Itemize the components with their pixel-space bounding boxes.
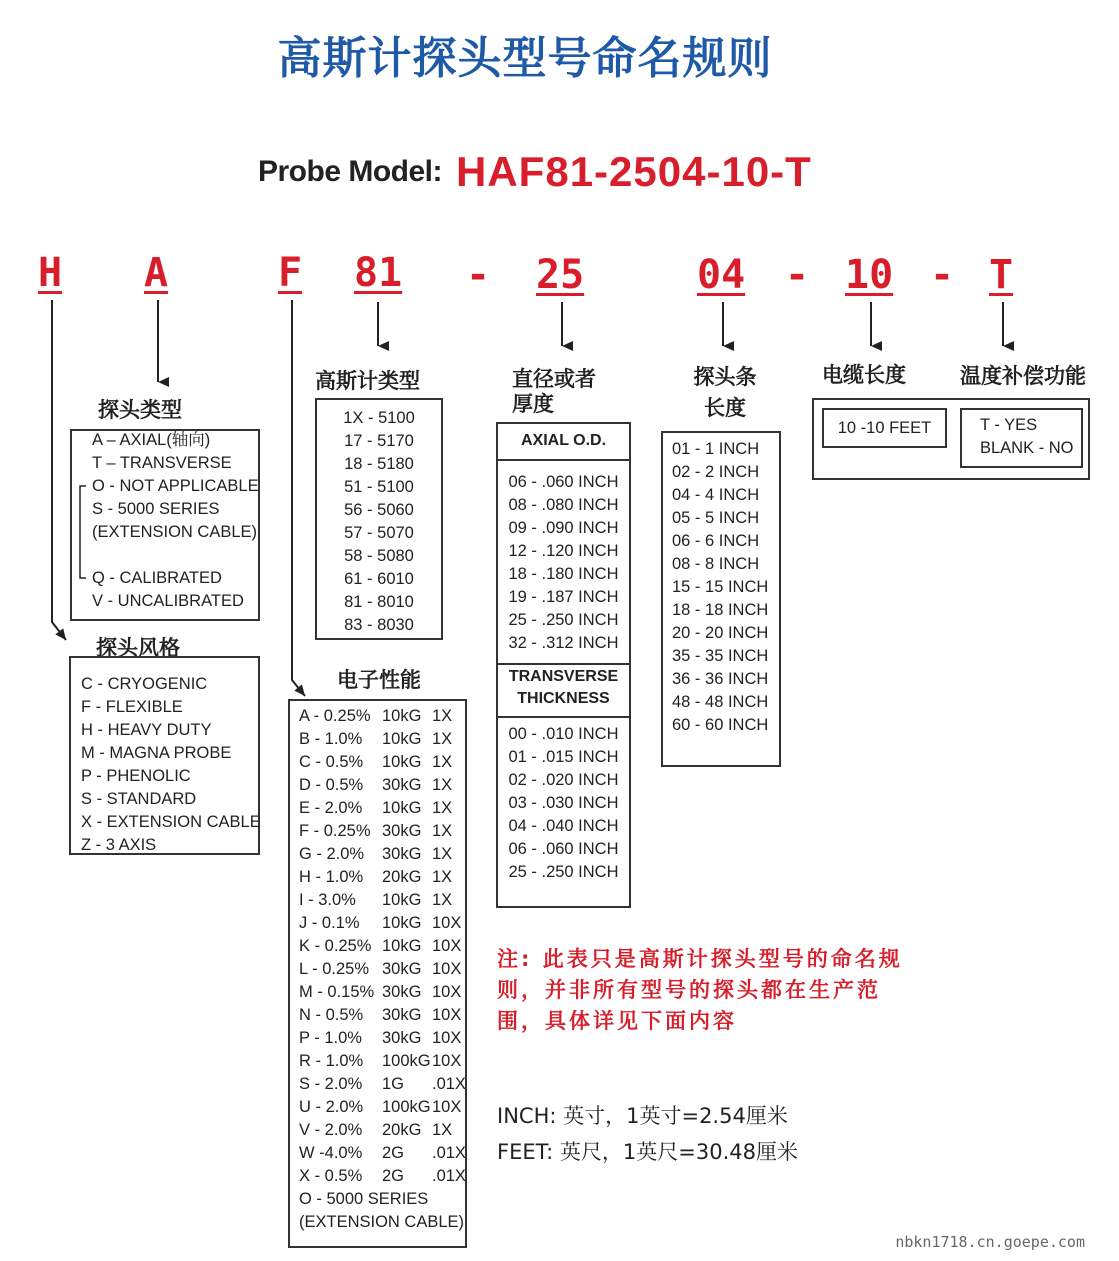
cable-length-value: 10 -10 FEET [837,419,932,437]
list-item: S - 5000 SERIES [92,500,220,518]
segment-t: T [989,252,1014,298]
probe-model-line [258,148,812,196]
performance-heading: 电子性能 [337,668,421,692]
segment-f: F [278,250,303,296]
list-item: 18 - 5180 [344,455,414,473]
table-row: K - 0.25% 10kG 10X [299,937,462,955]
list-item: 03 - .030 INCH [508,794,619,812]
list-item: 18 - .180 INCH [508,565,619,583]
list-item: BLANK - NO [980,439,1074,457]
table-row: B - 1.0% 10kG 1X [299,730,453,748]
temp-compensation-heading: 温度补偿功能 [960,364,1086,388]
list-item: 48 - 48 INCH [672,693,769,711]
list-item: 60 - 60 INCH [672,716,769,734]
list-item: (EXTENSION CABLE) [92,523,258,541]
diameter-heading: 直径或者 厚度 [512,367,596,416]
list-item: O - 5000 SERIES [299,1190,429,1208]
probe-type-box [70,429,260,621]
probe-style-box [69,656,260,855]
list-item: 06 - .060 INCH [508,840,619,858]
list-item: 04 - .040 INCH [508,817,619,835]
list-item: 05 - 5 INCH [672,509,760,527]
probe-style-heading: 探头风格 [96,636,180,660]
table-row: U - 2.0% 100kG 10X [299,1098,462,1116]
list-item: S - STANDARD [81,790,197,808]
performance-table [299,705,464,1234]
list-item: 02 - 2 INCH [672,463,760,481]
inch-unit-text: INCH: 英寸，1英寸=2.54厘米 [497,1104,788,1128]
segment-dash-3: - [930,252,955,298]
list-item: M - MAGNA PROBE [81,744,232,762]
list-item: (EXTENSION CABLE) [299,1213,465,1231]
watermark: nbkn1718.cn.goepe.com [895,1233,1085,1251]
arrow-h [52,300,66,640]
page-title: 高斯计探头型号命名规则 [277,33,773,84]
probe-model-label: Probe Model: [258,155,443,188]
list-item: 1X - 5100 [343,409,415,427]
axial-od-header: AXIAL O.D. [520,432,607,449]
cable-temp-box [812,398,1090,480]
list-item: 09 - .090 INCH [508,519,619,537]
table-row: H - 1.0% 20kG 1X [299,868,453,886]
list-item: 08 - 8 INCH [672,555,760,573]
segment-h: H [38,250,63,296]
list-item: 12 - .120 INCH [508,542,619,560]
list-item: T – TRANSVERSE [92,454,232,472]
table-row: P - 1.0% 30kG 10X [299,1029,462,1047]
diameter-box [496,422,631,908]
list-item: H - HEAVY DUTY [81,721,212,739]
list-item: Q - CALIBRATED [92,569,222,587]
table-row: A - 0.25% 10kG 1X [299,707,453,725]
segment-25: 25 [536,252,585,298]
list-item: 25 - .250 INCH [508,611,619,629]
table-row: F - 0.25% 30kG 1X [299,822,453,840]
table-row: W -4.0% 2G .01X [299,1144,466,1162]
table-row: G - 2.0% 30kG 1X [299,845,453,863]
table-row: R - 1.0% 100kG 10X [299,1052,462,1070]
segment-dash-2: - [785,252,810,298]
table-row: N - 0.5% 30kG 10X [299,1006,462,1024]
probe-model-code: HAF81-2504-10-T [456,148,812,195]
table-row: M - 0.15% 30kG 10X [299,983,462,1001]
list-item: 17 - 5170 [344,432,414,450]
list-item: 36 - 36 INCH [672,670,769,688]
note-text: 注: 此表只是高斯计探头型号的命名规则，并非所有型号的探头都在生产范围，具体详见下面内容 [497,947,903,1033]
list-item: 19 - .187 INCH [508,588,619,606]
list-item: X - EXTENSION CABLE [81,813,261,831]
list-item: 35 - 35 INCH [672,647,769,665]
temp-compensation-box [960,408,1083,468]
list-item: 58 - 5080 [344,547,414,565]
length-box [661,431,781,767]
segment-81: 81 [354,250,403,296]
list-item: A – AXIAL(轴向) [92,431,211,449]
list-item: 56 - 5060 [344,501,414,519]
list-item: 57 - 5070 [344,524,414,542]
list-item: 51 - 5100 [344,478,414,496]
table-row: I - 3.0% 10kG 1X [299,891,453,909]
list-item: 18 - 18 INCH [672,601,769,619]
list-item: 06 - 6 INCH [672,532,760,550]
table-row: L - 0.25% 30kG 10X [299,960,462,978]
list-item: P - PHENOLIC [81,767,191,785]
segment-a: A [144,250,169,296]
list-item: F - FLEXIBLE [81,698,183,716]
gaussmeter-type-box [315,398,443,640]
list-item: 01 - .015 INCH [508,748,619,766]
list-item: 08 - .080 INCH [508,496,619,514]
list-item: 06 - .060 INCH [508,473,619,491]
cable-length-box [822,408,947,448]
list-item: O - NOT APPLICABLE [92,477,259,495]
list-item: 61 - 6010 [344,570,414,588]
feet-unit-text: FEET: 英尺，1英尺=30.48厘米 [497,1140,798,1164]
table-row: J - 0.1% 10kG 10X [299,914,462,932]
segment-10: 10 [845,252,894,298]
segment-04: 04 [697,252,746,298]
list-item: 83 - 8030 [344,616,414,634]
probe-type-heading: 探头类型 [98,398,182,422]
table-row: V - 2.0% 20kG 1X [299,1121,453,1139]
performance-box [288,699,467,1248]
list-item: V - UNCALIBRATED [92,592,244,610]
list-item: 15 - 15 INCH [672,578,769,596]
list-item: 02 - .020 INCH [508,771,619,789]
table-row: X - 0.5% 2G .01X [299,1167,466,1185]
table-row: S - 2.0% 1G .01X [299,1075,466,1093]
table-row: E - 2.0% 10kG 1X [299,799,453,817]
cable-length-heading: 电缆长度 [822,363,906,387]
list-item: 00 - .010 INCH [508,725,619,743]
list-item: C - CRYOGENIC [81,675,208,693]
list-item: Z - 3 AXIS [81,836,157,854]
table-row: C - 0.5% 10kG 1X [299,753,453,771]
list-item: 32 - .312 INCH [508,634,619,652]
list-item: 01 - 1 INCH [672,440,760,458]
list-item: 04 - 4 INCH [672,486,760,504]
arrow-f [292,300,305,696]
length-heading: 探头条 长度 [693,365,757,420]
list-item: 20 - 20 INCH [672,624,769,642]
list-item: 25 - .250 INCH [508,863,619,881]
table-row: D - 0.5% 30kG 1X [299,776,453,794]
list-item: T - YES [980,416,1038,434]
segment-dash-1: - [466,252,491,298]
list-item: 81 - 8010 [344,593,414,611]
gaussmeter-type-heading: 高斯计类型 [315,369,420,393]
transverse-thickness-header: TRANSVERSE THICKNESS [508,668,619,707]
